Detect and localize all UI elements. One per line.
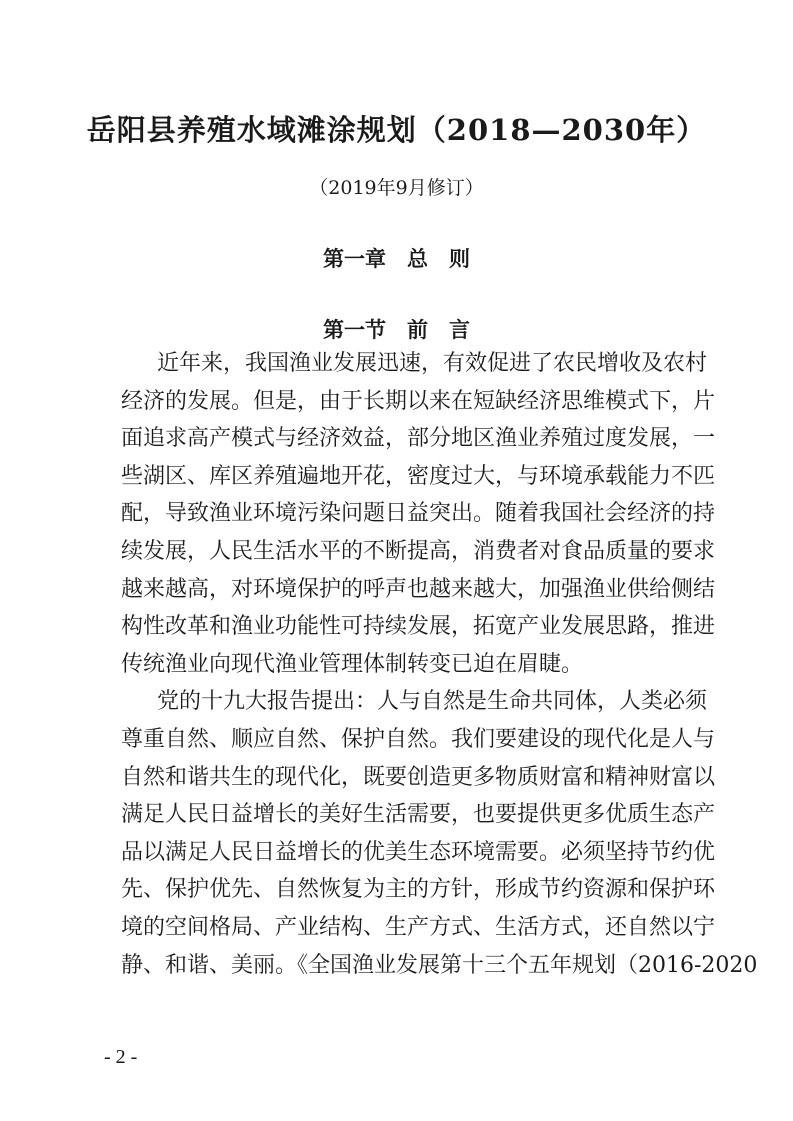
text-line: 静、和谐、美丽。《全国渔业发展第十三个五年规划（2016-2020 [121,952,758,978]
section-heading: 第一节 前 言 [323,317,470,342]
page-number: - 2 - [104,1046,138,1068]
text-line: 配，导致渔业环境污染问题日益突出。随着我国社会经济的持 [121,501,716,527]
text-line: 经济的发展。但是，由于长期以来在短缺经济思维模式下，片 [121,388,716,414]
chapter-heading: 第一章 总 则 [323,246,470,271]
text-line: 自然和谐共生的现代化，既要创造更多物质财富和精神财富以 [121,764,716,790]
text-line: 传统渔业向现代渔业管理体制转变已迫在眉睫。 [121,651,584,677]
text-line: 构性改革和渔业功能性可持续发展，拓宽产业发展思路，推进 [121,614,716,640]
document-title: 岳阳县养殖水域滩涂规划（2018—2030年） [86,113,707,147]
text-line: 些湖区、库区养殖遍地开花，密度过大，与环境承载能力不匹 [121,463,716,489]
text-line: 品以满足人民日益增长的优美生态环境需要。必须坚持节约优 [121,839,716,865]
text-line: 近年来，我国渔业发展迅速，有效促进了农民增收及农村 [157,351,708,376]
text-line: 党的十九大报告提出：人与自然是生命共同体，人类必须 [157,689,708,715]
text-line: 越来越高，对环境保护的呼声也越来越大，加强渔业供给侧结 [121,576,716,602]
text-line: 满足人民日益增长的美好生活需要，也要提供更多优质生态产 [121,802,716,828]
text-line: 尊重自然、顺应自然、保护自然。我们要建设的现代化是人与 [121,726,716,752]
document-subtitle: （2019年9月修订） [309,177,484,199]
text-line: 续发展，人民生活水平的不断提高，消费者对食品质量的要求 [121,538,716,564]
text-line: 境的空间格局、产业结构、生产方式、生活方式，还自然以宁 [121,914,716,940]
body-text [121,345,758,984]
paragraph [121,345,716,683]
text-line: 面追求高产模式与经济效益，部分地区渔业养殖过度发展，一 [121,426,716,452]
paragraph [121,683,758,984]
text-line: 先、保护优先、自然恢复为主的方针，形成节约资源和保护环 [121,877,716,903]
